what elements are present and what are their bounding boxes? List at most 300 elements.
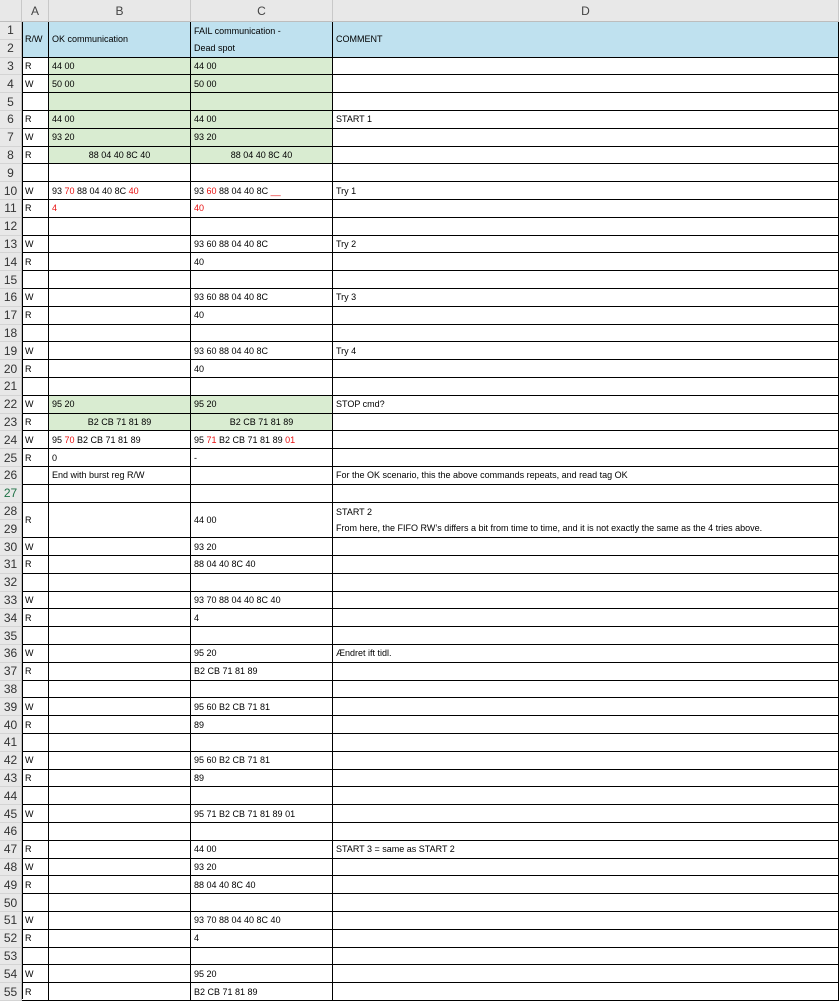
- cell-b52[interactable]: [49, 930, 191, 948]
- row-header-13[interactable]: 13: [0, 236, 22, 254]
- cell-d33[interactable]: [333, 592, 839, 610]
- cell-d15[interactable]: [333, 271, 839, 289]
- cell-a32[interactable]: [22, 574, 49, 592]
- cell-text-run: 93 60 88 04 40 8C: [194, 238, 269, 249]
- cell-d50[interactable]: [333, 894, 839, 912]
- cell-c9[interactable]: [191, 164, 333, 182]
- cell-d22[interactable]: STOP cmd?: [333, 396, 839, 414]
- cell-d49[interactable]: [333, 876, 839, 894]
- cell-text-run: 0: [52, 452, 58, 463]
- cell-c50[interactable]: [191, 894, 333, 912]
- row-header-48[interactable]: 48: [0, 859, 22, 877]
- cell-c42[interactable]: 95 60 B2 CB 71 81: [191, 752, 333, 770]
- row-header-34[interactable]: 34: [0, 609, 22, 627]
- column-header-b[interactable]: B: [49, 0, 191, 22]
- cell-b45[interactable]: [49, 805, 191, 823]
- cell-d37[interactable]: [333, 663, 839, 681]
- cell-text-run: 95: [52, 434, 65, 445]
- row-header-31[interactable]: 31: [0, 556, 22, 574]
- row-header-26[interactable]: 26: [0, 467, 22, 485]
- cell-d12[interactable]: [333, 218, 839, 236]
- cell-b4[interactable]: [49, 75, 191, 93]
- cell-d55[interactable]: [333, 983, 839, 1001]
- cell-b31[interactable]: [49, 556, 191, 574]
- cell-c25[interactable]: [191, 449, 333, 467]
- cell-c53[interactable]: [191, 948, 333, 966]
- cell-a46[interactable]: [22, 823, 49, 841]
- cell-c7[interactable]: [191, 129, 333, 147]
- row-header-55[interactable]: 55: [0, 983, 22, 1001]
- cell-b53[interactable]: [49, 948, 191, 966]
- row-header-10[interactable]: 10: [0, 182, 22, 200]
- cell-d19[interactable]: Try 4: [333, 342, 839, 360]
- cell-b32[interactable]: [49, 574, 191, 592]
- row-header-15[interactable]: 15: [0, 271, 22, 289]
- cell-a33[interactable]: W: [22, 592, 49, 610]
- cell-a13[interactable]: W: [22, 236, 49, 254]
- cell-a23[interactable]: R: [22, 414, 49, 432]
- cell-c4[interactable]: [191, 75, 333, 93]
- row-header-32[interactable]: 32: [0, 574, 22, 592]
- cell-d20[interactable]: [333, 360, 839, 378]
- cell-b5[interactable]: [49, 93, 191, 111]
- cell-b46[interactable]: [49, 823, 191, 841]
- row-header-44[interactable]: 44: [0, 787, 22, 805]
- cell-d46[interactable]: [333, 823, 839, 841]
- cell-a6[interactable]: R: [22, 111, 49, 129]
- cell-a34[interactable]: R: [22, 609, 49, 627]
- header-rw[interactable]: R/W: [22, 22, 49, 58]
- cell-d3[interactable]: [333, 58, 839, 76]
- cell-b19[interactable]: [49, 342, 191, 360]
- cell-d5[interactable]: [333, 93, 839, 111]
- cell-a24[interactable]: W: [22, 431, 49, 449]
- cell-b47[interactable]: [49, 841, 191, 859]
- cell-c39[interactable]: 95 60 B2 CB 71 81: [191, 698, 333, 716]
- cell-b38[interactable]: [49, 681, 191, 699]
- row-header-36[interactable]: 36: [0, 645, 22, 663]
- cell-a16[interactable]: W: [22, 289, 49, 307]
- cell-c20[interactable]: [191, 360, 333, 378]
- cell-d42[interactable]: [333, 752, 839, 770]
- cell-b37[interactable]: [49, 663, 191, 681]
- cell-a37[interactable]: R: [22, 663, 49, 681]
- cell-a5[interactable]: [22, 93, 49, 111]
- cell-a54[interactable]: W: [22, 965, 49, 983]
- cell-a47[interactable]: R: [22, 841, 49, 859]
- cell-d18[interactable]: [333, 325, 839, 343]
- cell-a43[interactable]: R: [22, 770, 49, 788]
- cell-text-run: 93: [194, 185, 207, 196]
- row-header-9[interactable]: 9: [0, 164, 22, 182]
- cell-d40[interactable]: [333, 716, 839, 734]
- row-header-6[interactable]: 6: [0, 111, 22, 129]
- cell-a35[interactable]: [22, 627, 49, 645]
- cell-a27[interactable]: [22, 485, 49, 503]
- cell-text-run: 88 04 40 8C 40: [230, 149, 293, 160]
- cell-a30[interactable]: W: [22, 538, 49, 556]
- cell-text-run: 44 00: [194, 114, 217, 125]
- cell-text-run: 60: [206, 185, 217, 196]
- cell-c49[interactable]: 88 04 40 8C 40: [191, 876, 333, 894]
- cell-a21[interactable]: [22, 378, 49, 396]
- cell-text-run: 95: [194, 434, 207, 445]
- select-all-corner[interactable]: [0, 0, 22, 22]
- cell-b7[interactable]: [49, 129, 191, 147]
- row-header-45[interactable]: 45: [0, 805, 22, 823]
- cell-a3[interactable]: R: [22, 58, 49, 76]
- row-header-43[interactable]: 43: [0, 770, 22, 788]
- cell-d13[interactable]: Try 2: [333, 236, 839, 254]
- cell-c28[interactable]: 44 00: [191, 503, 333, 539]
- cell-d9[interactable]: [333, 164, 839, 182]
- cell-text-run: 40: [194, 256, 205, 267]
- cell-d26[interactable]: For the OK scenario, this the above commands repeats, and read tag OK: [333, 467, 839, 485]
- cell-c54[interactable]: 95 20: [191, 965, 333, 983]
- row-header-51[interactable]: 51: [0, 912, 22, 930]
- row-header-19[interactable]: 19: [0, 342, 22, 360]
- cell-c21[interactable]: [191, 378, 333, 396]
- cell-text-run: B2 CB 71 81 89: [216, 434, 286, 445]
- row-header-18[interactable]: 18: [0, 325, 22, 343]
- cell-a55[interactable]: R: [22, 983, 49, 1001]
- cell-a36[interactable]: W: [22, 645, 49, 663]
- cell-a44[interactable]: [22, 787, 49, 805]
- cell-c38[interactable]: [191, 681, 333, 699]
- row-header-53[interactable]: 53: [0, 948, 22, 966]
- row-header-54[interactable]: 54: [0, 965, 22, 983]
- cell-d14[interactable]: [333, 253, 839, 271]
- cell-c30[interactable]: 93 20: [191, 538, 333, 556]
- cell-b22[interactable]: [49, 396, 191, 414]
- row-header-25[interactable]: 25: [0, 449, 22, 467]
- cell-b34[interactable]: [49, 609, 191, 627]
- cell-b23[interactable]: [49, 414, 191, 432]
- cell-c23[interactable]: [191, 414, 333, 432]
- row-header-39[interactable]: 39: [0, 698, 22, 716]
- cell-c44[interactable]: [191, 787, 333, 805]
- row-header-21[interactable]: 21: [0, 378, 22, 396]
- cell-a41[interactable]: [22, 734, 49, 752]
- comment-line: From here, the FIFO RW’s differs a bit from time to time, and it is not exactly the same as the 4 tries above.: [336, 523, 763, 534]
- cell-d39[interactable]: [333, 698, 839, 716]
- row-header-33[interactable]: 33: [0, 592, 22, 610]
- cell-d6[interactable]: START 1: [333, 111, 839, 129]
- cell-c16[interactable]: [191, 289, 333, 307]
- cell-d44[interactable]: [333, 787, 839, 805]
- cell-d23[interactable]: [333, 414, 839, 432]
- cell-b20[interactable]: [49, 360, 191, 378]
- cell-b6[interactable]: [49, 111, 191, 129]
- cell-c8[interactable]: [191, 147, 333, 165]
- cell-a39[interactable]: W: [22, 698, 49, 716]
- cell-a8[interactable]: R: [22, 147, 49, 165]
- cell-a19[interactable]: W: [22, 342, 49, 360]
- cell-c40[interactable]: 89: [191, 716, 333, 734]
- cell-a52[interactable]: R: [22, 930, 49, 948]
- cell-c17[interactable]: [191, 307, 333, 325]
- cell-a42[interactable]: W: [22, 752, 49, 770]
- row-header-3[interactable]: 3: [0, 58, 22, 76]
- cell-c19[interactable]: [191, 342, 333, 360]
- cell-d28[interactable]: [333, 503, 839, 539]
- cell-b14[interactable]: [49, 253, 191, 271]
- row-header-22[interactable]: 22: [0, 396, 22, 414]
- cell-b30[interactable]: [49, 538, 191, 556]
- cell-a53[interactable]: [22, 948, 49, 966]
- cell-b40[interactable]: [49, 716, 191, 734]
- cell-a38[interactable]: [22, 681, 49, 699]
- cell-c22[interactable]: [191, 396, 333, 414]
- row-header-20[interactable]: 20: [0, 360, 22, 378]
- row-header-47[interactable]: 47: [0, 841, 22, 859]
- cell-d11[interactable]: [333, 200, 839, 218]
- row-header-37[interactable]: 37: [0, 663, 22, 681]
- cell-a18[interactable]: [22, 325, 49, 343]
- row-header-28[interactable]: 28: [0, 503, 22, 521]
- cell-c14[interactable]: [191, 253, 333, 271]
- row-header-52[interactable]: 52: [0, 930, 22, 948]
- row-header-49[interactable]: 49: [0, 876, 22, 894]
- row-header-14[interactable]: 14: [0, 253, 22, 271]
- header-fail-line: Dead spot: [194, 42, 236, 53]
- cell-c26[interactable]: [191, 467, 333, 485]
- row-header-12[interactable]: 12: [0, 218, 22, 236]
- cell-c35[interactable]: [191, 627, 333, 645]
- cell-c18[interactable]: [191, 325, 333, 343]
- cell-c32[interactable]: [191, 574, 333, 592]
- cell-d43[interactable]: [333, 770, 839, 788]
- header-comment[interactable]: COMMENT: [333, 22, 839, 58]
- cell-d8[interactable]: [333, 147, 839, 165]
- cell-a14[interactable]: R: [22, 253, 49, 271]
- cell-text-run: 93 60 88 04 40 8C: [194, 345, 269, 356]
- cell-text-run: 44 00: [52, 114, 75, 125]
- cell-c10[interactable]: [191, 182, 333, 200]
- cell-b13[interactable]: [49, 236, 191, 254]
- cell-d53[interactable]: [333, 948, 839, 966]
- cell-text-run: 40: [194, 203, 205, 214]
- cell-b41[interactable]: [49, 734, 191, 752]
- cell-b3[interactable]: [49, 58, 191, 76]
- cell-d34[interactable]: [333, 609, 839, 627]
- row-header-23[interactable]: 23: [0, 414, 22, 432]
- cell-text-run: 40: [128, 185, 139, 196]
- cell-c11[interactable]: [191, 200, 333, 218]
- cell-c45[interactable]: 95 71 B2 CB 71 81 89 01: [191, 805, 333, 823]
- row-header-11[interactable]: 11: [0, 200, 22, 218]
- row-header-1[interactable]: 1: [0, 22, 22, 40]
- grid-left-border: [22, 22, 23, 999]
- cell-c31[interactable]: 88 04 40 8C 40: [191, 556, 333, 574]
- cell-a48[interactable]: W: [22, 859, 49, 877]
- cell-d48[interactable]: [333, 859, 839, 877]
- cell-d4[interactable]: [333, 75, 839, 93]
- cell-a11[interactable]: R: [22, 200, 49, 218]
- cell-d25[interactable]: [333, 449, 839, 467]
- cell-text-run: 50 00: [52, 78, 75, 89]
- cell-text-run: 70: [64, 434, 75, 445]
- row-header-35[interactable]: 35: [0, 627, 22, 645]
- cell-b10[interactable]: [49, 182, 191, 200]
- cell-c46[interactable]: [191, 823, 333, 841]
- cell-b8[interactable]: [49, 147, 191, 165]
- cell-text-run: B2 CB 71 81 89: [74, 434, 141, 445]
- cell-c37[interactable]: B2 CB 71 81 89: [191, 663, 333, 681]
- cell-b16[interactable]: [49, 289, 191, 307]
- cell-b54[interactable]: [49, 965, 191, 983]
- cell-b51[interactable]: [49, 912, 191, 930]
- cell-b24[interactable]: [49, 431, 191, 449]
- row-header-4[interactable]: 4: [0, 75, 22, 93]
- cell-d38[interactable]: [333, 681, 839, 699]
- cell-b27[interactable]: [49, 485, 191, 503]
- cell-a40[interactable]: R: [22, 716, 49, 734]
- row-header-50[interactable]: 50: [0, 894, 22, 912]
- cell-b35[interactable]: [49, 627, 191, 645]
- cell-d17[interactable]: [333, 307, 839, 325]
- cell-text-run: 88 04 40 8C: [74, 185, 129, 196]
- cell-text-run: 88 04 40 8C: [216, 185, 271, 196]
- cell-a15[interactable]: [22, 271, 49, 289]
- cell-text-run: __: [270, 185, 281, 196]
- cell-d24[interactable]: [333, 431, 839, 449]
- cell-b33[interactable]: [49, 592, 191, 610]
- cell-b11[interactable]: [49, 200, 191, 218]
- cell-b12[interactable]: [49, 218, 191, 236]
- cell-c41[interactable]: [191, 734, 333, 752]
- cell-d30[interactable]: [333, 538, 839, 556]
- row-header-5[interactable]: 5: [0, 93, 22, 111]
- cell-c43[interactable]: 89: [191, 770, 333, 788]
- cell-c27[interactable]: [191, 485, 333, 503]
- row-header-2[interactable]: 2: [0, 40, 22, 58]
- cell-c6[interactable]: [191, 111, 333, 129]
- cell-d52[interactable]: [333, 930, 839, 948]
- cell-d41[interactable]: [333, 734, 839, 752]
- cell-a22[interactable]: W: [22, 396, 49, 414]
- cell-a50[interactable]: [22, 894, 49, 912]
- cell-c5[interactable]: [191, 93, 333, 111]
- row-header-27[interactable]: 27: [0, 485, 22, 503]
- cell-b25[interactable]: [49, 449, 191, 467]
- cell-a4[interactable]: W: [22, 75, 49, 93]
- cell-a26[interactable]: [22, 467, 49, 485]
- row-header-16[interactable]: 16: [0, 289, 22, 307]
- cell-a9[interactable]: [22, 164, 49, 182]
- row-header-40[interactable]: 40: [0, 716, 22, 734]
- cell-b39[interactable]: [49, 698, 191, 716]
- header-ok-communication[interactable]: OK communication: [49, 22, 191, 58]
- cell-a10[interactable]: W: [22, 182, 49, 200]
- row-header-7[interactable]: 7: [0, 129, 22, 147]
- cell-c33[interactable]: 93 70 88 04 40 8C 40: [191, 592, 333, 610]
- cell-a17[interactable]: R: [22, 307, 49, 325]
- cell-d7[interactable]: [333, 129, 839, 147]
- cell-d51[interactable]: [333, 912, 839, 930]
- cell-d10[interactable]: Try 1: [333, 182, 839, 200]
- cell-b15[interactable]: [49, 271, 191, 289]
- cell-d16[interactable]: Try 3: [333, 289, 839, 307]
- cell-a28[interactable]: R: [22, 503, 49, 539]
- cell-d21[interactable]: [333, 378, 839, 396]
- cell-c15[interactable]: [191, 271, 333, 289]
- cell-text-run: 50 00: [194, 78, 217, 89]
- cell-a49[interactable]: R: [22, 876, 49, 894]
- column-header-a[interactable]: A: [22, 0, 49, 22]
- column-header-c[interactable]: C: [191, 0, 333, 22]
- cell-c34[interactable]: 4: [191, 609, 333, 627]
- cell-c51[interactable]: 93 70 88 04 40 8C 40: [191, 912, 333, 930]
- row-header-38[interactable]: 38: [0, 681, 22, 699]
- cell-d47[interactable]: START 3 = same as START 2: [333, 841, 839, 859]
- cell-text-run: 93 20: [194, 132, 217, 143]
- cell-b42[interactable]: [49, 752, 191, 770]
- cell-text-run: 95 20: [52, 399, 75, 410]
- cell-d35[interactable]: [333, 627, 839, 645]
- cell-d54[interactable]: [333, 965, 839, 983]
- cell-a31[interactable]: R: [22, 556, 49, 574]
- cell-b17[interactable]: [49, 307, 191, 325]
- cell-a25[interactable]: R: [22, 449, 49, 467]
- cell-c13[interactable]: [191, 236, 333, 254]
- cell-a45[interactable]: W: [22, 805, 49, 823]
- cell-text-run: 4: [52, 203, 58, 214]
- cell-a7[interactable]: W: [22, 129, 49, 147]
- cell-c52[interactable]: 4: [191, 930, 333, 948]
- cell-d27[interactable]: [333, 485, 839, 503]
- cell-b26[interactable]: [49, 467, 191, 485]
- cell-c48[interactable]: 93 20: [191, 859, 333, 877]
- cell-b55[interactable]: [49, 983, 191, 1001]
- cell-b9[interactable]: [49, 164, 191, 182]
- cell-b44[interactable]: [49, 787, 191, 805]
- cell-c36[interactable]: 95 20: [191, 645, 333, 663]
- header-fail-line: FAIL communication -: [194, 25, 281, 36]
- row-header-30[interactable]: 30: [0, 538, 22, 556]
- header-fail-communication[interactable]: [191, 22, 333, 58]
- cell-b49[interactable]: [49, 876, 191, 894]
- cell-c12[interactable]: [191, 218, 333, 236]
- row-header-29[interactable]: 29: [0, 520, 22, 538]
- cell-b18[interactable]: [49, 325, 191, 343]
- cell-b28[interactable]: [49, 503, 191, 539]
- column-header-d[interactable]: D: [333, 0, 839, 22]
- cell-b48[interactable]: [49, 859, 191, 877]
- cell-c24[interactable]: [191, 431, 333, 449]
- row-header-17[interactable]: 17: [0, 307, 22, 325]
- cell-d45[interactable]: [333, 805, 839, 823]
- cell-b36[interactable]: [49, 645, 191, 663]
- cell-d32[interactable]: [333, 574, 839, 592]
- cell-b43[interactable]: [49, 770, 191, 788]
- cell-a51[interactable]: W: [22, 912, 49, 930]
- row-header-8[interactable]: 8: [0, 147, 22, 165]
- cell-c47[interactable]: 44 00: [191, 841, 333, 859]
- cell-b21[interactable]: [49, 378, 191, 396]
- cell-c3[interactable]: [191, 58, 333, 76]
- row-header-24[interactable]: 24: [0, 431, 22, 449]
- cell-d31[interactable]: [333, 556, 839, 574]
- row-header-46[interactable]: 46: [0, 823, 22, 841]
- cell-c55[interactable]: B2 CB 71 81 89: [191, 983, 333, 1001]
- cell-b50[interactable]: [49, 894, 191, 912]
- cell-a20[interactable]: R: [22, 360, 49, 378]
- cell-d36[interactable]: Ændret ift tidl.: [333, 645, 839, 663]
- row-header-42[interactable]: 42: [0, 752, 22, 770]
- row-header-41[interactable]: 41: [0, 734, 22, 752]
- cell-a12[interactable]: [22, 218, 49, 236]
